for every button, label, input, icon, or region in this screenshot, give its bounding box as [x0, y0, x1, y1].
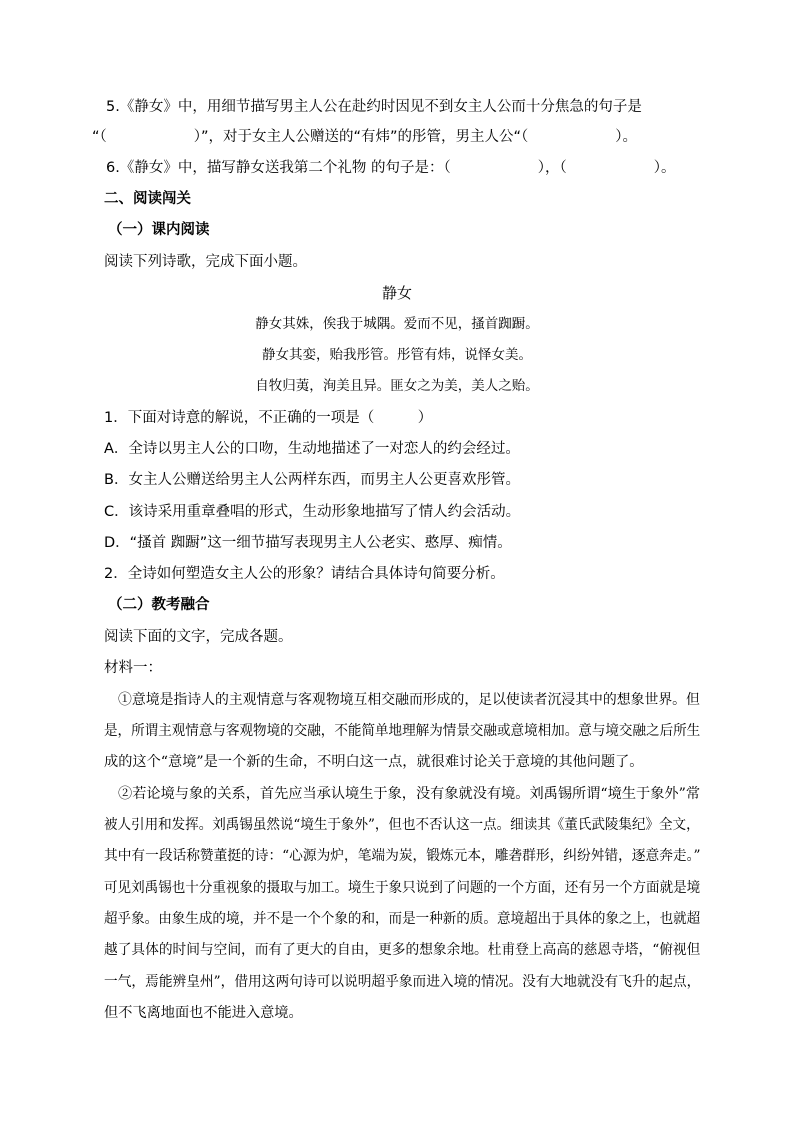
material-label: 材料一：: [104, 660, 162, 676]
material-paragraph-line: 但不飞离地面也不能进入意境。: [104, 1005, 303, 1021]
option-c: C．该诗采用重章叠唱的形式，生动形象地描写了情人约会活动。: [104, 504, 521, 520]
option-d: D．“搔首 踟蹰”这一细节描写表现男主人公老实、憨厚、痴情。: [104, 535, 512, 551]
section-two-title: 二、阅读闯关: [104, 191, 191, 207]
material-paragraph-line: 超乎象。由象生成的境，并不是一个个象的和，而是一种新的质。意境超出于具体的象之上，也就超: [104, 911, 701, 927]
poem-line: 静女其娈，贻我彤管。彤管有炜，说怿女美。: [262, 347, 532, 363]
part-one-title: （一）课内阅读: [108, 222, 210, 238]
part-two-instruction: 阅读下面的文字，完成各题。: [104, 629, 293, 645]
question-5-line-1: 5.《静女》中，用细节描写男主人公在赴约时因见不到女主人公而十分焦急的句子是: [106, 99, 642, 115]
material-paragraph-line: 越了具体的时间与空间，而有了更大的自由，更多的想象余地。杜甫登上高高的慈恩寺塔，“俯视但: [104, 942, 701, 958]
question-2: 2．全诗如何塑造女主人公的形象？请结合具体诗句简要分析。: [104, 566, 505, 582]
material-paragraph-line: 被人引用和发挥。刘禹锡虽然说“境生于象外”，但也不否认这一点。细读其《董氏武陵集纪》全文，: [104, 817, 700, 833]
option-a: A．全诗以男主人公的口吻，生动地描述了一对恋人的约会经过。: [104, 441, 520, 457]
part-two-title: （二）教考融合: [108, 597, 210, 613]
part-one-instruction: 阅读下列诗歌，完成下面小题。: [104, 254, 307, 270]
poem-title: 静女: [381, 284, 412, 302]
question-5-line-2: “（ ）”，对于女主人公赠送的“有炜”的彤管，男主人公“（ ）。: [92, 129, 638, 145]
poem-line: 自牧归荑，洵美且异。匪女之为美，美人之贻。: [255, 378, 539, 394]
question-1: 1．下面对诗意的解说，不正确的一项是（ ）: [104, 410, 433, 426]
option-b: B．女主人公赠送给男主人公两样东西，而男主人公更喜欢彤管。: [104, 472, 520, 488]
material-paragraph-line: 成的这个“意境”是一个新的生命，不明白这一点，就很难讨论关于意境的其他问题了。: [104, 754, 644, 770]
material-paragraph-line: ②若论境与象的关系，首先应当承认境生于象，没有象就没有境。刘禹锡所谓“境生于象外”常: [118, 786, 701, 802]
material-paragraph-line: 一气，焉能辨皇州”，借用这两句诗可以说明超乎象而进入境的情况。没有大地就没有飞升的起点，: [104, 974, 701, 990]
material-paragraph-line: ①意境是指诗人的主观情意与客观物境互相交融而形成的，足以使读者沉浸其中的想象世界。但: [118, 692, 700, 708]
material-paragraph-line: 可见刘禹锡也十分重视象的摄取与加工。境生于象只说到了问题的一个方面，还有另一个方面就是境: [104, 880, 701, 896]
material-paragraph-line: 其中有一段话称赞董挺的诗：“心源为炉，笔端为炭，锻炼元本，雕砻群形，纠纷舛错，逐意奔走。”: [104, 848, 701, 864]
question-6: 6.《静女》中，描写静女送我第二个礼物 的句子是：（ ），（ ）。: [106, 160, 676, 176]
material-paragraph-line: 是，所谓主观情意与客观物境的交融，不能简单地理解为情景交融或意境相加。意与境交融之后所生: [104, 723, 701, 739]
poem-line: 静女其姝，俟我于城隅。爱而不见，搔首踟蹰。: [255, 316, 539, 332]
